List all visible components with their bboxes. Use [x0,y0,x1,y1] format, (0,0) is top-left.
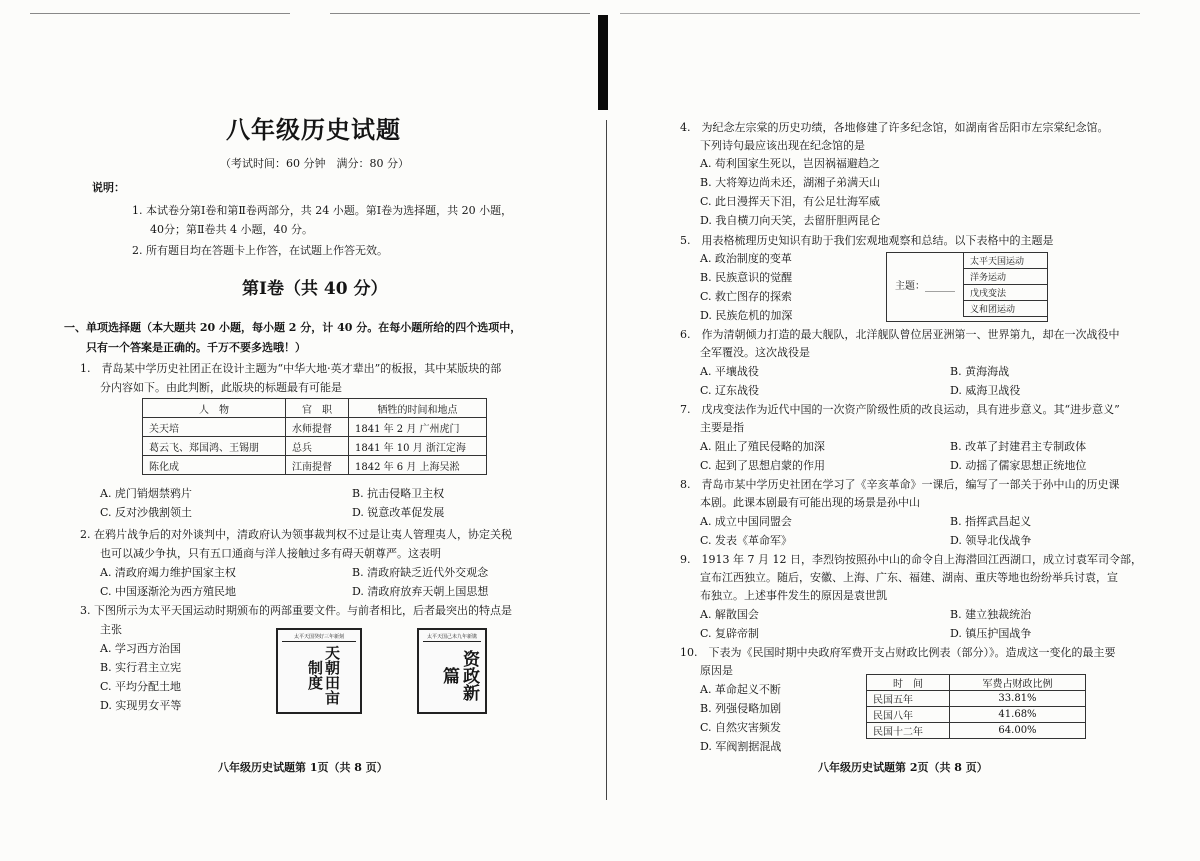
document-image-tianchao [276,628,362,714]
option: D. 军阀割据混战 [700,740,782,753]
table-row [143,418,487,437]
document-header: 太平天国己未九年新镌 [423,633,481,642]
question-6-text: 6. 作为清朝倾力打造的最大舰队，北洋舰队曾位居亚洲第一、世界第九，却在一次战役中 [680,328,1120,341]
option: A. 清政府竭力维护国家主权 [100,566,236,579]
table-header-cell: 人 物 [143,399,286,418]
option: A. 成立中国同盟会 [700,515,792,528]
option: D. 我自横刀向天笑，去留肝胆两昆仑 [700,214,881,227]
option: B. 列强侵略加剧 [700,702,782,715]
table-cell: 33.81% [950,691,1086,707]
option: D. 领导北伐战争 [950,534,1032,547]
table-row [867,707,1086,723]
scan-edge-line [330,13,590,14]
theme-item: 太平天国运动 [964,253,1048,269]
table-header-cell: 军费占财政比例 [950,675,1086,691]
option: B. 清政府缺乏近代外交观念 [352,566,489,579]
option: B. 民族意识的觉醒 [700,271,793,284]
question-8-text: 8. 青岛市某中学历史社团在学习了《辛亥革命》一课后，编写了一部关于孙中山的历史课 [680,478,1120,491]
question-7-text: 7. 戊戌变法作为近代中国的一次资产阶级性质的改良运动，具有进步意义。其“进步意义” [680,403,1120,416]
option: D. 镇压护国战争 [950,627,1032,640]
scan-edge-line [620,13,1140,14]
question-4-text: 下列诗句最应该出现在纪念馆的是 [700,139,865,152]
option: C. 辽东战役 [700,384,760,397]
table-row [867,723,1086,739]
table-header-cell: 时 间 [867,675,950,691]
table-header-cell: 官 职 [286,399,349,418]
table-cell: 64.00% [950,723,1086,739]
theme-label: 主题：______ [895,281,955,292]
table-cell: 陈化成 [143,456,286,475]
option: B. 大将筹边尚未还，湖湘子弟满天山 [700,176,881,189]
option: A. 革命起义不断 [700,683,781,696]
theme-item: 洋务运动 [964,269,1048,285]
option: B. 指挥武昌起义 [950,515,1032,528]
table-cell: 41.68% [950,707,1086,723]
table-row [867,691,1086,707]
option: D. 实现男女平等 [100,699,182,712]
table-cell: 总兵 [286,437,349,456]
option: A. 阻止了殖民侵略的加深 [700,440,825,453]
table-cell: 关天培 [143,418,286,437]
option: C. 自然灾害频发 [700,721,782,734]
exam-subtitle: （考试时间：60 分钟 满分：80 分） [220,157,409,170]
page-footer: 八年级历史试题第 1页（共 8 页） [218,761,388,774]
option: C. 复辟帝制 [700,627,760,640]
option: B. 实行君主立宪 [100,661,182,674]
document-header: 太平天国癸好三年新刻 [282,633,356,642]
question-10-table [866,674,1086,739]
table-cell: 1841 年 10 月 浙江定海 [349,437,487,456]
option: A. 虎门销烟禁鸦片 [100,487,192,500]
notes-label: 说明： [92,181,125,194]
question-9-text: 布独立。上述事件发生的原因是袁世凯 [700,589,887,602]
question-5-text: 5. 用表格梳理历史知识有助于我们宏观地观察和总结。以下表格中的主题是 [680,234,1054,247]
note-line: 1. 本试卷分第Ⅰ卷和第Ⅱ卷两部分，共 24 小题。第Ⅰ卷为选择题，共 20 小题， [132,204,513,217]
option: B. 抗击侵略卫主权 [352,487,445,500]
option: D. 动摇了儒家思想正统地位 [950,459,1087,472]
part-heading: 第Ⅰ卷（共 40 分） [242,279,388,299]
question-1-text: 1. 青岛某中学历史社团正在设计主题为“中华大地·英才辈出”的板报，其中某版块的部 [80,362,502,375]
question-3-text: 主张 [100,623,122,636]
table-cell: 葛云飞、郑国鸿、王锡朋 [143,437,286,456]
table-header-cell: 牺牲的时间和地点 [349,399,487,418]
option: B. 黄海海战 [950,365,1010,378]
document-title-text: 天朝田亩制度 [306,645,341,705]
document-title-text: 资政新篇 [439,649,479,701]
option: A. 苟利国家生死以，岂因祸福避趋之 [700,157,880,170]
table-cell: 民国五年 [867,691,950,707]
question-6-text: 全军覆没。这次战役是 [700,346,810,359]
table-cell: 水师提督 [286,418,349,437]
section-instructions: 只有一个答案是正确的。千万不要多选哦！） [86,341,306,354]
option: D. 锐意改革促发展 [352,506,445,519]
question-1-text: 分内容如下。由此判断，此版块的标题最有可能是 [100,381,342,394]
note-line: 2. 所有题目均在答题卡上作答，在试题上作答无效。 [132,244,388,257]
option: C. 此日漫挥天下泪，有公足壮海军威 [700,195,881,208]
page-footer: 八年级历史试题第 2页（共 8 页） [818,761,988,774]
option: B. 改革了封建君主专制政体 [950,440,1087,453]
question-8-text: 本剧。此课本剧最有可能出现的场景是孙中山 [700,496,920,509]
theme-items [963,252,1048,317]
table-cell: 民国十二年 [867,723,950,739]
section-instructions: 一、单项选择题（本大题共 20 小题，每小题 2 分，计 40 分。在每小题所给的四个选项中， [64,321,522,334]
theme-table [886,252,1048,322]
option: D. 威海卫战役 [950,384,1021,397]
option: A. 解散国会 [700,608,759,621]
question-2-text: 2. 在鸦片战争后的对外谈判中，清政府认为领事裁判权不过是让夷人管理夷人，协定关税 [80,528,512,541]
option: C. 平均分配土地 [100,680,182,693]
table-cell: 1841 年 2 月 广州虎门 [349,418,487,437]
option: C. 中国逐渐沦为西方殖民地 [100,585,237,598]
option: D. 民族危机的加深 [700,309,793,322]
question-3-text: 3. 下图所示为太平天国运动时期颁布的两部重要文件。与前者相比，后者最突出的特点是 [80,604,512,617]
question-7-text: 主要是指 [700,421,744,434]
theme-item: 戊戌变法 [964,285,1048,301]
table-row [143,437,487,456]
page-divider [606,120,607,800]
option: D. 清政府放弃天朝上国思想 [352,585,489,598]
question-9-text: 宣布江西独立。随后，安徽、上海、广东、福建、湖南、重庆等地也纷纷举兵讨袁，宣 [700,571,1118,584]
option: C. 起到了思想启蒙的作用 [700,459,826,472]
binding-mark [598,15,608,110]
option: A. 政治制度的变革 [700,252,792,265]
theme-item: 义和团运动 [964,301,1048,317]
option: A. 学习西方治国 [100,642,181,655]
document-image-zizheng [417,628,487,714]
table-cell: 江南提督 [286,456,349,475]
table-row [143,456,487,475]
question-2-text: 也可以减少争执，只有五口通商与洋人接触过多有碍天朝尊严。这表明 [100,547,441,560]
option: C. 反对沙俄割领土 [100,506,193,519]
question-10-text: 10. 下表为《民国时期中央政府军费开支占财政比例表（部分）》。造成这一变化的最主要 [680,646,1116,659]
table-cell: 1842 年 6 月 上海吴淞 [349,456,487,475]
table-cell: 民国八年 [867,707,950,723]
note-line: 40分；第Ⅱ卷共 4 小题，40 分。 [150,223,313,236]
question-1-table [142,398,487,475]
question-9-text: 9. 1913 年 7 月 12 日，李烈钧按照孙中山的命令自上海潜回江西湖口，成立讨袁军司令部， [680,553,1142,566]
option: C. 发表《革命军》 [700,534,793,547]
scan-edge-line [30,13,290,14]
option: C. 救亡图存的探索 [700,290,793,303]
question-10-text: 原因是 [700,664,733,677]
exam-title: 八年级历史试题 [226,115,401,144]
option: A. 平壤战役 [700,365,759,378]
question-4-text: 4. 为纪念左宗棠的历史功绩，各地修建了许多纪念馆，如湖南省岳阳市左宗棠纪念馆。 [680,121,1109,134]
option: B. 建立独裁统治 [950,608,1032,621]
